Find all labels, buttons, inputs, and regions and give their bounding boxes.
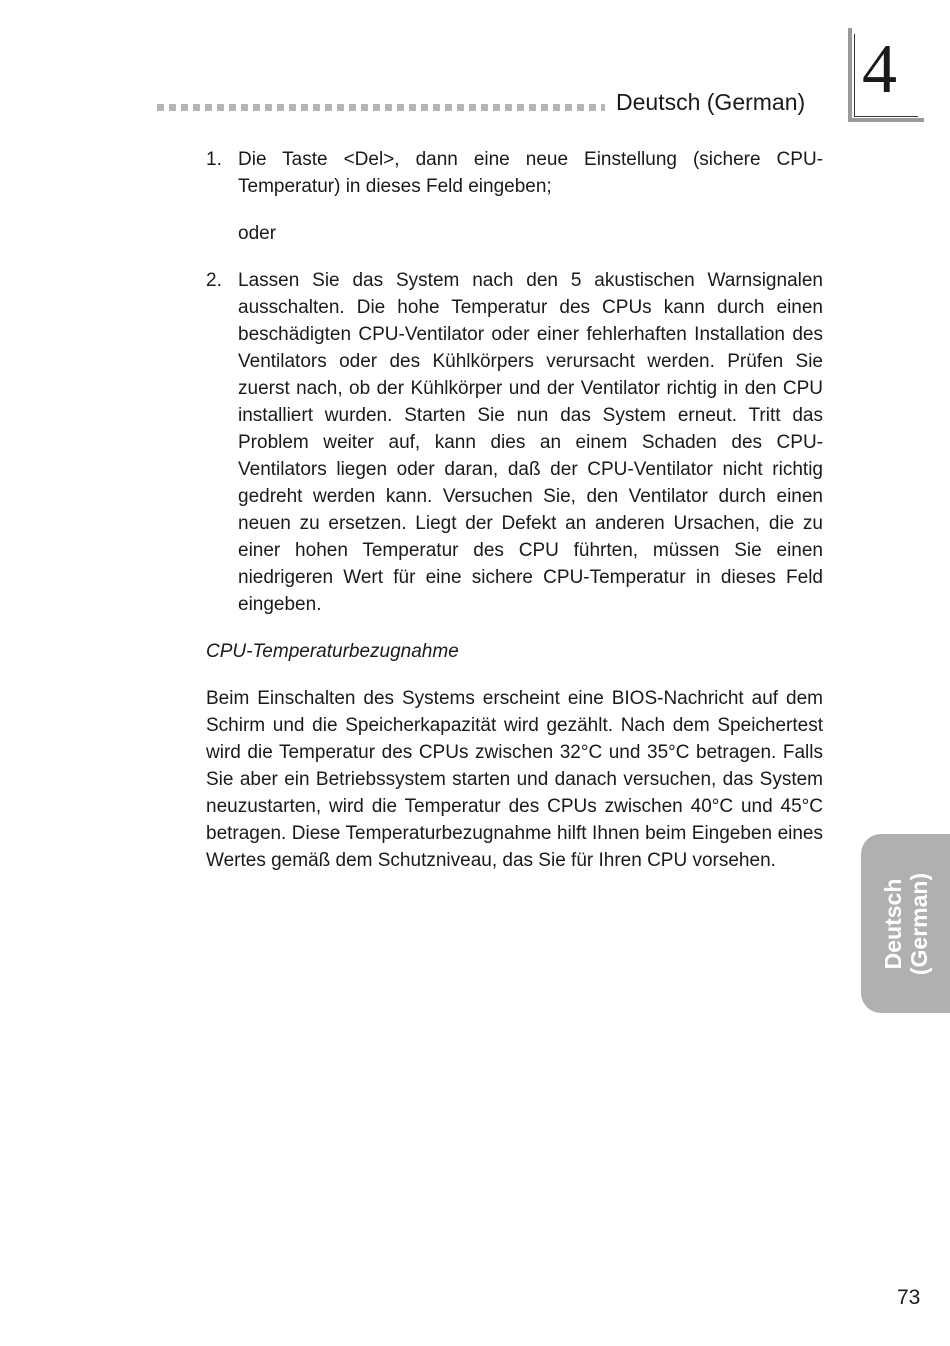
header-dot [241,104,248,111]
list-item-2 [206,267,823,618]
header-dot [157,104,164,111]
chapter-number: 4 [862,31,897,108]
list-number-1: 1. [206,149,222,170]
side-tab-label [880,872,932,974]
header-dot [577,104,584,111]
side-language-tab [861,834,950,1013]
header-dot [205,104,212,111]
header-dot [337,104,344,111]
list-number-2: 2. [206,270,222,291]
header-dot [529,104,536,111]
header-dot [361,104,368,111]
header-dot [505,104,512,111]
header-dot [229,104,236,111]
header-dot [277,104,284,111]
list-text-2: Lassen Sie das System nach den 5 akustischen Warnsignalen ausschalten. Die hohe Temperatur des CPUs kann durch einen beschädigten CPU-Ventilator oder einer fehlerhaften Installation des Ventilators oder des Kühlkörpers verursacht werden. Prüfen Sie zuerst nach, ob der Kühlkörper und der Ventilator richtig in den CPU installiert wurden. Starten Sie nun das System erneut. Tritt das Problem weiter auf, kann dies an einem Schaden des CPU-Ventilators liegen oder daran, daß der CPU-Ventilator nicht richtig gedreht werden kann. Versuchen Sie, den Ventilator durch einen neuen zu ersetzen. Liegt der Defekt an anderen Ursachen, die zu einer hohen Temperatur des CPU führten, müssen Sie einen niedrigeren Wert für eine sichere CPU-Temperatur in dieses Feld eingeben. [238,270,823,615]
header-dot [181,104,188,111]
header-dot [253,104,260,111]
side-tab-line1: Deutsch [879,878,906,969]
header-dot [301,104,308,111]
header-dot [601,104,605,111]
header-dot [373,104,380,111]
list-item-1 [206,146,823,200]
header-dot [481,104,488,111]
header-dot [349,104,356,111]
or-text: oder [238,223,277,244]
page-number: 73 [897,1286,921,1309]
header-dot [457,104,464,111]
header-dot [445,104,452,111]
header-dot [397,104,404,111]
header-dot [589,104,596,111]
header-dot [493,104,500,111]
header-title: Deutsch (German) [616,89,806,115]
header-dot [169,104,176,111]
section-heading: CPU-Temperaturbezugnahme [206,641,459,662]
header-dot [325,104,332,111]
header-dot [517,104,524,111]
header-dot [289,104,296,111]
header-dot [217,104,224,111]
header-dot [541,104,548,111]
header-dot [421,104,428,111]
header-dot [469,104,476,111]
header-dot [385,104,392,111]
header-dot [409,104,416,111]
section-paragraph: Beim Einschalten des Systems erscheint eine BIOS-Nachricht auf dem Schirm und die Speicherkapazität wird gezählt. Nach dem Speichertest wird die Temperatur des CPUs zwischen 32°C und 35°C betragen. Falls Sie aber ein Betriebssystem starten und danach versuchen, das System neuzustarten, wird die Temperatur des CPUs zwischen 40°C und 45°C betragen. Diese Temperaturbezugnahme hilft Ihnen beim Eingeben eines Wertes gemäß dem Schutzniveau, das Sie für Ihren CPU vorsehen. [206,688,823,871]
header-dot [565,104,572,111]
header-dot [313,104,320,111]
header-dot [265,104,272,111]
header-dot [433,104,440,111]
list-text-1: Die Taste <Del>, dann eine neue Einstellung (sichere CPU-Temperatur) in dieses Feld eingeben; [238,149,823,197]
header-dot [553,104,560,111]
page-content [206,146,823,874]
header-dotted-rule [157,104,605,114]
header-dot [193,104,200,111]
side-tab-line2: (German) [905,872,932,975]
